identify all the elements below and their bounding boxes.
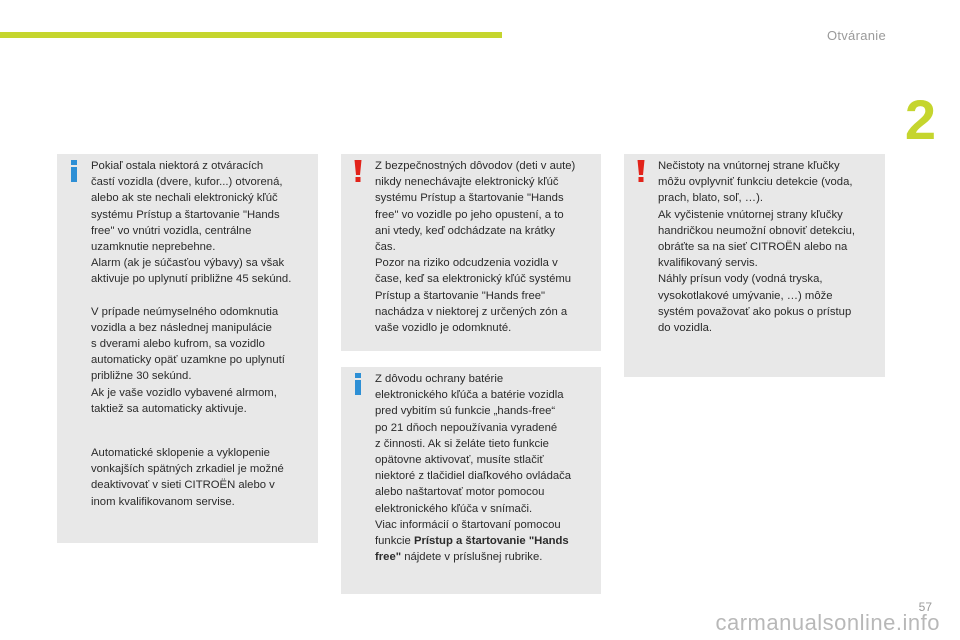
- note-paragraph: Pokiaľ ostala niektorá z otváracích častí vozidla (dvere, kufor...) otvorená, alebo ak ste nechali elektronický kľúč systému Prístup a štartovanie "Hands free" vo vnútri vozidla, centrálne uzamknutie neprebehne. Alarm (ak je súčasťou výbavy) sa však aktivuje po uplynutí približne 45 sekúnd.: [91, 160, 292, 286]
- note-paragraph: Z bezpečnostných dôvodov (deti v aute) nikdy nenechávajte elektronický kľúč systému Prístup a štartovanie "Hands free" vo vozidle po jeho opustení, a to ani vtedy, keď odchádzate na krátky čas. Pozor na riziko odcudzenia vozidla v čase, keď sa elektronický kľúč systému Prístup a štartovanie "Hands free" nachádza v niektorej z určených zón a vaše vozidlo je odomknuté.: [375, 160, 576, 335]
- info-note-box: [341, 367, 601, 594]
- watermark: carmanualsonline.info: [715, 610, 940, 635]
- warning-icon: [351, 160, 365, 182]
- page-number: 57: [918, 600, 932, 614]
- warning-icon: [634, 160, 648, 182]
- note-paragraph: Automatické sklopenie a vyklopenie vonkajších spätných zrkadiel je možné deaktivovať v sieti CITROËN alebo v inom kvalifikovanom servise.: [91, 447, 284, 508]
- note-paragraph: [375, 371, 593, 565]
- warning-note-box: [341, 154, 601, 351]
- note-bold-reference: Prístup a štartovanie "Hands free": [375, 535, 569, 564]
- note-text: nájdete v príslušnej rubrike.: [401, 551, 543, 564]
- header-accent-bar: [0, 32, 502, 38]
- note-paragraph: V prípade neúmyselného odomknutia vozidla a bez následnej manipulácie s dverami alebo kufrom, sa vozidlo automaticky opäť uzamkne po uplynutí približne 30 sekúnd. Ak je vaše vozidlo vybavené alrmom, taktiež sa automaticky aktivuje.: [91, 305, 285, 415]
- warning-note-box: [624, 154, 885, 377]
- info-icon: [67, 160, 81, 182]
- chapter-number: 2: [904, 88, 936, 151]
- info-icon: [351, 373, 365, 395]
- note-paragraph: Nečistoty na vnútornej strane kľučky môžu ovplyvniť funkciu detekcie (voda, prach, blato, soľ, …). Ak vyčistenie vnútornej strany kľučky handričkou neumožní obnoviť detekciu, obráťte sa na sieť CITROËN alebo na kvalifikovaný servis. Náhly prísun vody (vodná tryska, vysokotlakové umývanie, …) môže systém považovať ako pokus o prístup do vozidla.: [658, 160, 856, 335]
- section-title: Otváranie: [826, 28, 886, 43]
- info-note-box: [57, 154, 318, 543]
- note-text: Z dôvodu ochrany batérie elektronického kľúča a batérie vozidla pred vybitím sú funkcie „hands-free“ po 21 dňoch nepoužívania vyradené z činnosti. Ak si želáte tieto funkcie opätovne aktivovať, musíte stlačiť niektoré z tlačidiel diaľkového ovládača alebo naštartovať motor pomocou elektronického kľúča v snímači. Viac informácií o štartovaní pomocou funkcie: [375, 373, 572, 548]
